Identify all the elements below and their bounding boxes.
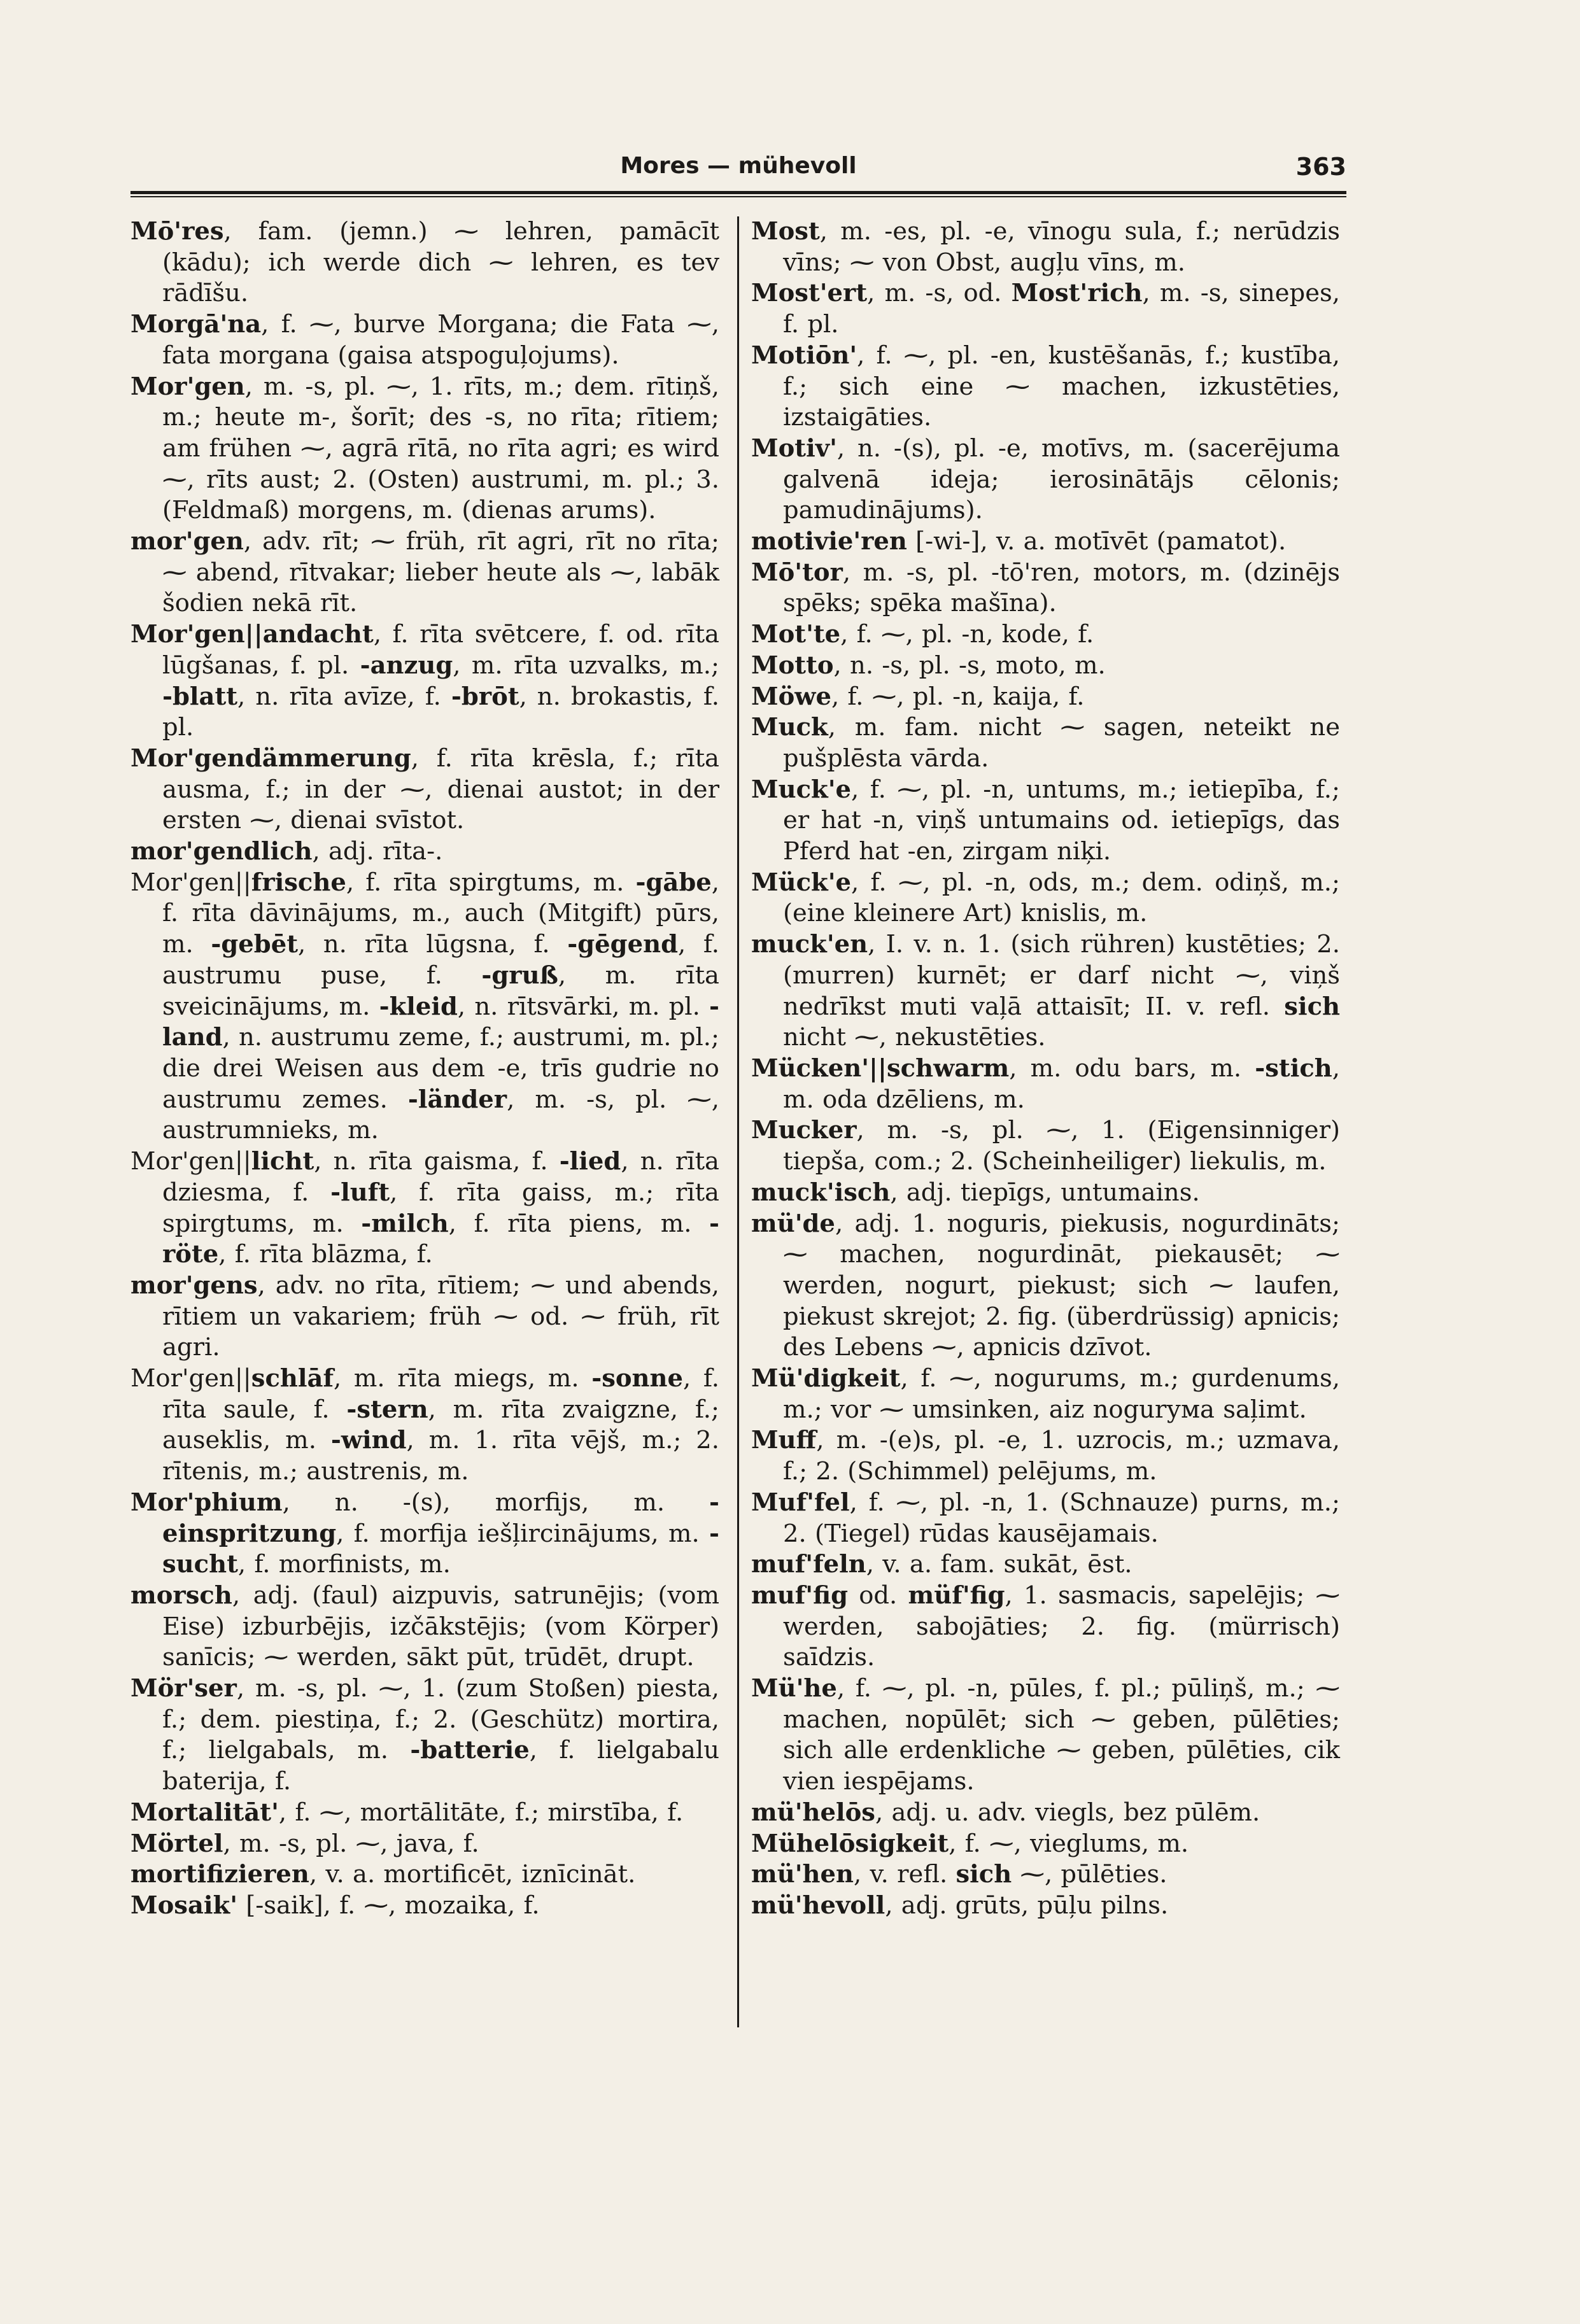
dictionary-entry: mortifizieren, v. a. mortificēt, iznīcināt. (130, 1860, 636, 1889)
left-column (130, 216, 719, 1922)
dictionary-entry: Most, m. -es, pl. -e, vīnogu sula, f.; nerūdzis vīns; ⁓ von Obst, augļu vīns, m. (751, 217, 1340, 277)
dictionary-entry: Motiōn', f. ⁓, pl. -en, kustēšanās, f.; kustība, f.; sich eine ⁓ machen, izkustēties, izstaigāties. (751, 341, 1340, 432)
dictionary-entry: mor'gen, adv. rīt; ⁓ früh, rīt agri, rīt no rīta; ⁓ abend, rītvakar; lieber heute als ⁓, labāk šodien nekā rīt. (130, 527, 719, 618)
dictionary-entry: Mō'res, fam. (jemn.) ⁓ lehren, pamācīt (kādu); ich werde dich ⁓ lehren, es tev rādīšu. (130, 217, 719, 308)
dictionary-entry: Muf'fel, f. ⁓, pl. -n, 1. (Schnauze) purns, m.; 2. (Tiegel) rūdas kausējamais. (751, 1488, 1340, 1548)
dictionary-entry: Mō'tor, m. -s, pl. -tō'ren, motors, m. (dzinējs spēks; spēka mašīna). (751, 558, 1340, 618)
dictionary-entry: mor'gens, adv. no rīta, rītiem; ⁓ und abends, rītiem un vakariem; früh ⁓ od. ⁓ früh, rīt agri. (130, 1271, 719, 1362)
dictionary-entry: Mor'gendämmerung, f. rīta krēsla, f.; rīta ausma, f.; in der ⁓, dienai austot; in der ersten ⁓, dienai svīstot. (130, 743, 719, 835)
dictionary-entry: Muck, m. fam. nicht ⁓ sagen, neteikt ne pušplēsta vārda. (751, 713, 1340, 773)
dictionary-entry: Muck'e, f. ⁓, pl. -n, untums, m.; ietiepība, f.; er hat -n, viņš untumains od. ietiepīgs, das Pferd hat -en, zirgam niķi. (751, 775, 1340, 866)
dictionary-entry: Mühelōsigkeit, f. ⁓, vieglums, m. (751, 1829, 1189, 1858)
dictionary-entry: Mor'gen, m. -s, pl. ⁓, 1. rīts, m.; dem. rītiņš, m.; heute m-, šorīt; des -s, no rīta; rītiem; am frühen ⁓, agrā rītā, no rīta agri; es wird ⁓, rīts aust; 2. (Osten) austrumi, m. pl.; 3. (Feldmaß) morgens, m. (dienas arums). (130, 372, 719, 525)
dictionary-entry: muck'en, I. v. n. 1. (sich rühren) kustēties; 2. (murren) kurnēt; er darf nicht ⁓, viņš nedrīkst muti vaļā attaisīt; II. v. refl. sich nicht ⁓, nekustēties. (751, 930, 1340, 1052)
dictionary-entry: muf'feln, v. a. fam. sukāt, ēst. (751, 1550, 1132, 1579)
dictionary-entry: Mück'e, f. ⁓, pl. -n, ods, m.; dem. odiņš, m.; (eine kleinere Art) knislis, m. (751, 868, 1340, 928)
dictionary-entry: Mucker, m. -s, pl. ⁓, 1. (Eigensinniger) tiepša, com.; 2. (Scheinheiliger) liekulis, m. (751, 1116, 1340, 1176)
page-header (130, 153, 1346, 192)
dictionary-entry: Morgā'na, f. ⁓, burve Morgana; die Fata ⁓, fata morgana (gaisa atspoguļojums). (130, 310, 719, 370)
dictionary-entry: muck'isch, adj. tiepīgs, untumains. (751, 1178, 1200, 1207)
dictionary-entry: Mosaik' [-saik], f. ⁓, mozaika, f. (130, 1891, 540, 1920)
dictionary-entry: Mor'gen||andacht, f. rīta svētcere, f. od. rīta lūgšanas, f. pl. -anzug, m. rīta uzvalks, m.; -blatt, n. rīta avīze, f. -brōt, n. brokastis, f. pl. (130, 620, 719, 742)
dictionary-entry: morsch, adj. (faul) aizpuvis, satrunējis; (vom Eise) izburbējis, izčākstējis; (vom Körper) sanīcis; ⁓ werden, sākt pūt, trūdēt, drupt. (130, 1581, 719, 1672)
dictionary-entry: mü'helōs, adj. u. adv. viegls, bez pūlēm. (751, 1798, 1260, 1827)
dictionary-entry: mü'de, adj. 1. noguris, piekusis, nogurdināts; ⁓ machen, nogurdināt, piekausēt; ⁓ werden, nogurt, piekust; sich ⁓ laufen, piekust skrejot; 2. fig. (überdrüssig) apnicis; des Lebens ⁓, apnicis dzīvot. (751, 1209, 1340, 1362)
dictionary-entry: Mü'he, f. ⁓, pl. -n, pūles, f. pl.; pūliņš, m.; ⁓ machen, nopūlēt; sich ⁓ geben, pūlēties; sich alle erdenkliche ⁓ geben, pūlēties, cik vien iespējams. (751, 1674, 1340, 1796)
page-number: 363 (1295, 153, 1346, 181)
dictionary-entry: Mor'phium, n. -(s), morfijs, m. -einspritzung, f. morfija iešļircinājums, m. -sucht, f. morfinists, m. (130, 1488, 719, 1579)
dictionary-entry: Mot'te, f. ⁓, pl. -n, kode, f. (751, 620, 1094, 649)
dictionary-entry: Mor'gen||frische, f. rīta spirgtums, m. -gābe, f. rīta dāvinājums, m., auch (Mitgift) pūrs, m. -gebēt, n. rīta lūgsna, f. -gēgend, f. austrumu puse, f. -gruß, m. rīta sveicinājums, m. -kleid, n. rītsvārki, m. pl. -land, n. austrumu zeme, f.; austrumi, m. pl.; die drei Weisen aus dem -e, trīs gudrie no austrumu zemes. -länder, m. -s, pl. ⁓, austrumnieks, m. (130, 868, 720, 1145)
dictionary-entry: Mörtel, m. -s, pl. ⁓, java, f. (130, 1829, 479, 1858)
right-column (751, 216, 1340, 1922)
dictionary-entry: Mortalitāt', f. ⁓, mortālitāte, f.; mirstība, f. (130, 1798, 684, 1827)
dictionary-entry: Mör'ser, m. -s, pl. ⁓, 1. (zum Stoßen) piesta, f.; dem. piestiņa, f.; 2. (Geschütz) mortira, f.; lielgabals, m. -batterie, f. lielgabalu baterija, f. (130, 1674, 719, 1796)
dictionary-entry: Mü'digkeit, f. ⁓, nogurums, m.; gurdenums, m.; vor ⁓ umsinken, aiz nogurума saļimt. (751, 1364, 1340, 1424)
dictionary-entry: Mor'gen||schlāf, m. rīta miegs, m. -sonne, f. rīta saule, f. -stern, m. rīta zvaigzne, f.; auseklis, m. -wind, m. 1. rīta vējš, m.; 2. rītenis, m.; austrenis, m. (130, 1364, 720, 1486)
dictionary-entry: Motto, n. -s, pl. -s, moto, m. (751, 651, 1106, 680)
dictionary-entry: Most'ert, m. -s, od. Most'rich, m. -s, sinepes, f. pl. (751, 279, 1340, 339)
dictionary-entry: motivie'ren [-wi-], v. a. motīvēt (pamatot). (751, 527, 1287, 556)
dictionary-entry: Mor'gen||licht, n. rīta gaisma, f. -lied, n. rīta dziesma, f. -luft, f. rīta gaiss, m.; rīta spirgtums, m. -milch, f. rīta piens, m. -röte, f. rīta blāzma, f. (130, 1147, 719, 1269)
column-divider (737, 216, 739, 2027)
dictionary-entry: mor'gendlich, adj. rīta-. (130, 837, 443, 866)
dictionary-entry: Motiv', n. -(s), pl. -e, motīvs, m. (sacerējuma galvenā ideja; ierosinātājs cēlonis; pamudinājums). (751, 433, 1340, 525)
dictionary-entry: mü'hevoll, adj. grūts, pūļu pilns. (751, 1891, 1169, 1920)
running-head: Mores — mühevoll (620, 153, 857, 179)
header-rule (130, 191, 1346, 197)
dictionary-entry: Möwe, f. ⁓, pl. -n, kaija, f. (751, 682, 1085, 711)
dictionary-entry: Mücken'||schwarm, m. odu bars, m. -stich, m. oda dzēliens, m. (751, 1053, 1340, 1114)
dictionary-entry: mü'hen, v. refl. sich ⁓, pūlēties. (751, 1860, 1167, 1889)
dictionary-entry: muf'fig od. müf'fig, 1. sasmacis, sapelējis; ⁓ werden, sabojāties; 2. fig. (mürrisch) saīdzis. (751, 1581, 1340, 1672)
dictionary-entry: Muff, m. -(e)s, pl. -e, 1. uzrocis, m.; uzmava, f.; 2. (Schimmel) pelējums, m. (751, 1426, 1340, 1486)
